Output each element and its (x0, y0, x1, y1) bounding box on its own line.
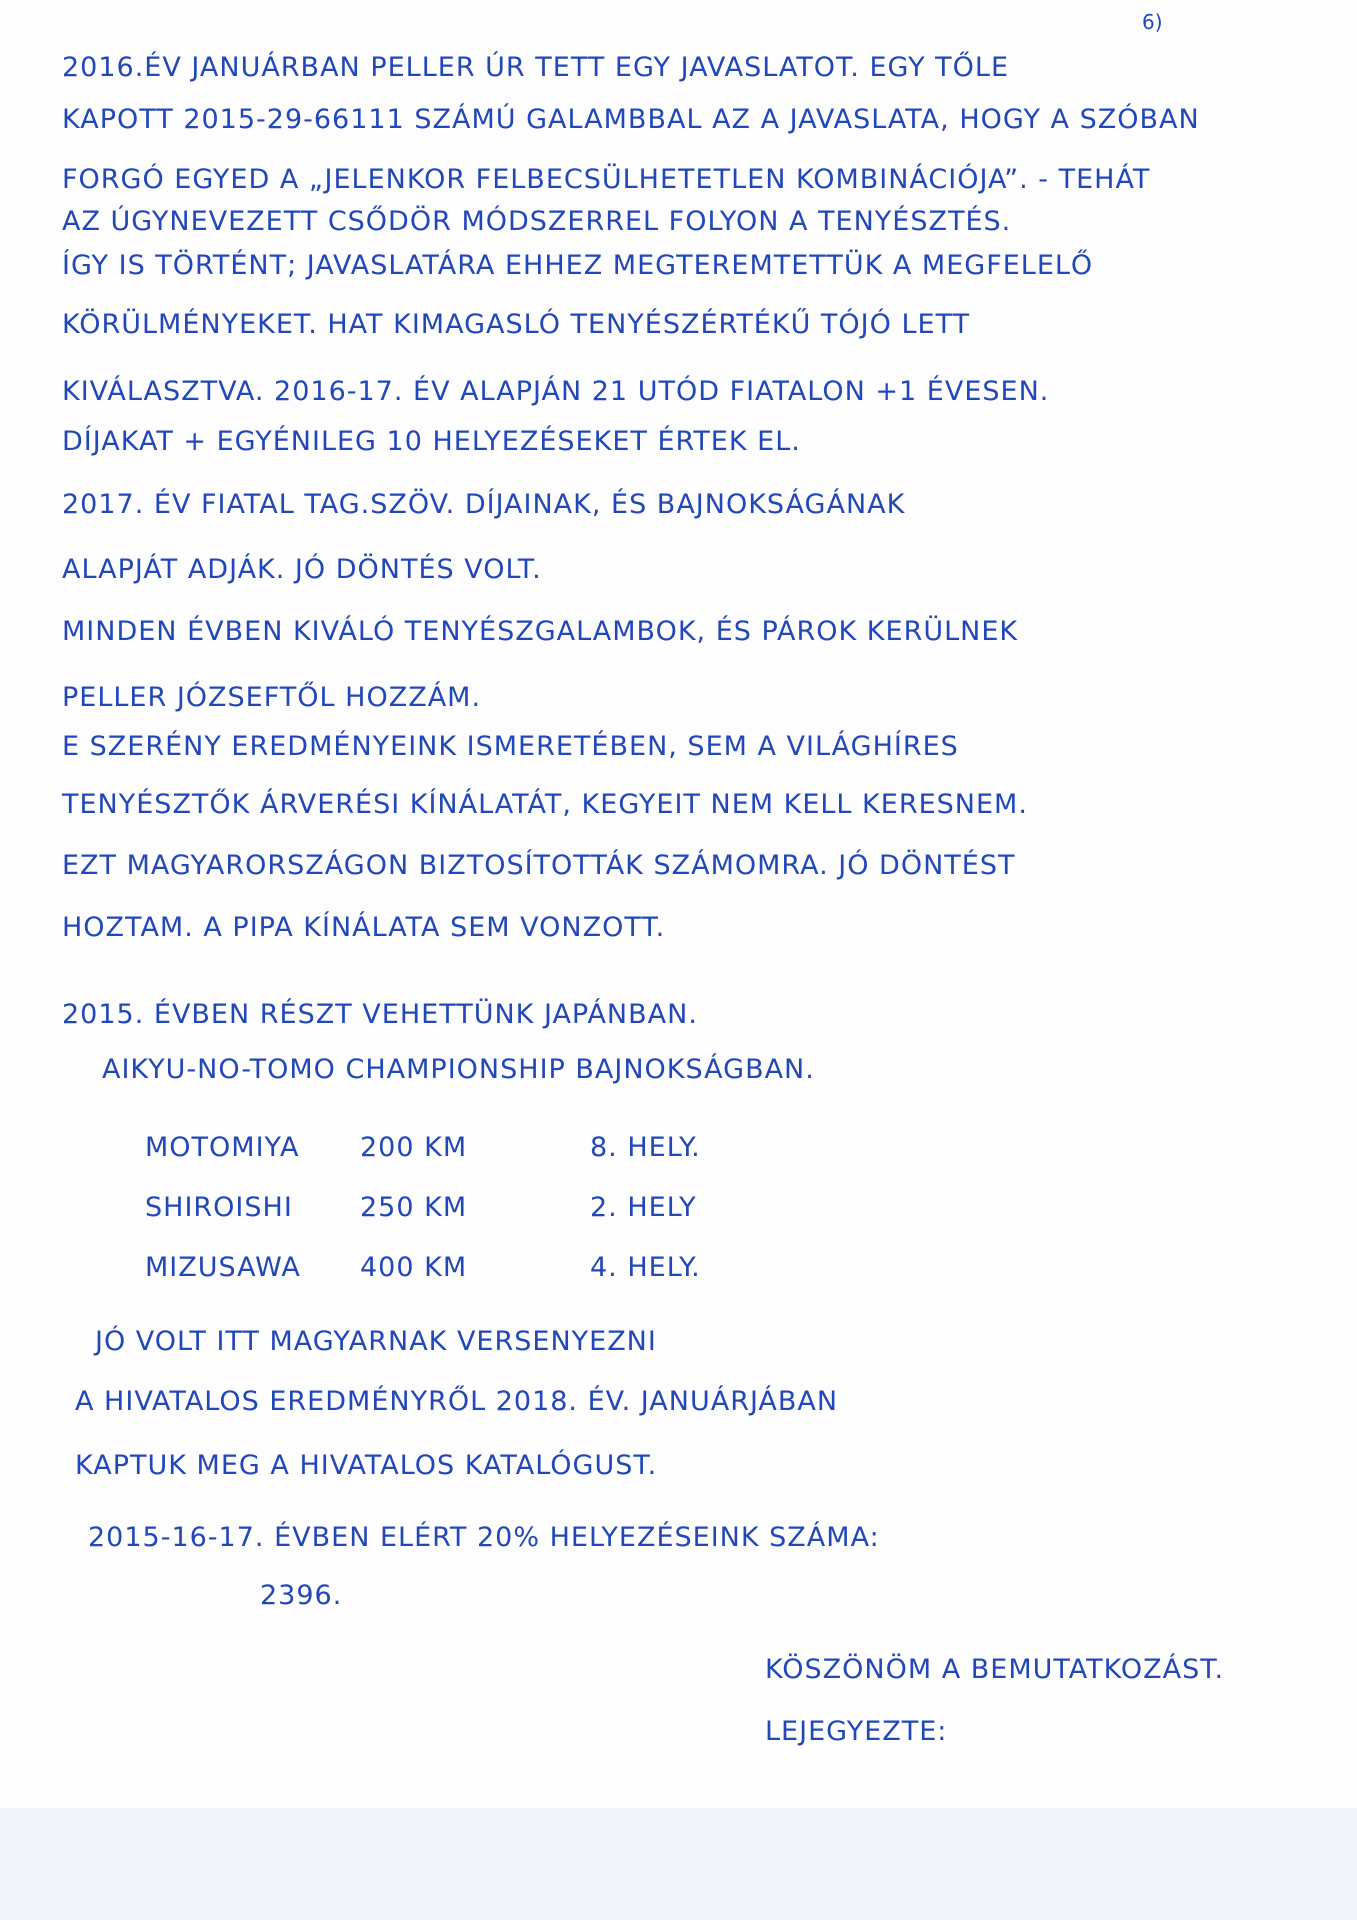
result-place: MOTOMIYA (145, 1132, 300, 1163)
result-place: SHIROISHI (145, 1192, 293, 1223)
text-line: KIVÁLASZTVA. 2016-17. ÉV ALAPJÁN 21 UTÓD FIATALON +1 ÉVESEN. (62, 376, 1050, 407)
result-distance: 400 KM (360, 1252, 468, 1283)
text-line: 2015-16-17. ÉVBEN ELÉRT 20% HELYEZÉSEINK SZÁMA: (88, 1522, 880, 1553)
page-bottom-shade (0, 1808, 1357, 1920)
text-line: AZ ÚGYNEVEZETT CSŐDÖR MÓDSZERREL FOLYON A TENYÉSZTÉS. (62, 206, 1012, 237)
text-line: TENYÉSZTŐK ÁRVERÉSI KÍNÁLATÁT, KEGYEIT NEM KELL KERESNEM. (62, 789, 1028, 820)
text-line: KÖRÜLMÉNYEKET. HAT KIMAGASLÓ TENYÉSZÉRTÉKŰ TÓJÓ LETT (62, 309, 971, 340)
closing-thanks: KÖSZÖNÖM A BEMUTATKOZÁST. (765, 1654, 1225, 1685)
text-line: 2017. ÉV FIATAL TAG.SZÖV. DÍJAINAK, ÉS BAJNOKSÁGÁNAK (62, 489, 906, 520)
page-number-mark: 6) (1142, 10, 1163, 34)
text-line: HOZTAM. A PIPA KÍNÁLATA SEM VONZOTT. (62, 912, 666, 943)
result-place: MIZUSAWA (145, 1252, 301, 1283)
result-rank: 4. HELY. (590, 1252, 701, 1283)
text-line: JÓ VOLT ITT MAGYARNAK VERSENYEZNI (95, 1326, 657, 1357)
text-line: 2016.ÉV JANUÁRBAN PELLER ÚR TETT EGY JAVASLATOT. EGY TŐLE (62, 52, 1009, 83)
text-line: 2015. ÉVBEN RÉSZT VEHETTÜNK JAPÁNBAN. (62, 999, 698, 1030)
closing-signed-by: LEJEGYEZTE: (765, 1716, 948, 1747)
text-line: PELLER JÓZSEFTŐL HOZZÁM. (62, 682, 482, 713)
text-line: MINDEN ÉVBEN KIVÁLÓ TENYÉSZGALAMBOK, ÉS PÁROK KERÜLNEK (62, 616, 1019, 647)
text-line: E SZERÉNY EREDMÉNYEINK ISMERETÉBEN, SEM A VILÁGHÍRES (62, 731, 959, 762)
text-line: EZT MAGYARORSZÁGON BIZTOSÍTOTTÁK SZÁMOMRA. JÓ DÖNTÉST (62, 850, 1016, 881)
result-rank: 8. HELY. (590, 1132, 701, 1163)
text-line: AIKYU-NO-TOMO CHAMPIONSHIP BAJNOKSÁGBAN. (102, 1054, 815, 1085)
text-line: A HIVATALOS EREDMÉNYRŐL 2018. ÉV. JANUÁRJÁBAN (75, 1386, 839, 1417)
result-rank: 2. HELY (590, 1192, 697, 1223)
text-line: ÍGY IS TÖRTÉNT; JAVASLATÁRA EHHEZ MEGTEREMTETTÜK A MEGFELELŐ (62, 250, 1094, 281)
text-line: KAPTUK MEG A HIVATALOS KATALÓGUST. (75, 1450, 658, 1481)
text-line: KAPOTT 2015-29-66111 SZÁMÚ GALAMBBAL AZ A JAVASLATA, HOGY A SZÓBAN (62, 104, 1200, 135)
text-line: DÍJAKAT + EGYÉNILEG 10 HELYEZÉSEKET ÉRTEK EL. (62, 426, 801, 457)
text-line: 2396. (260, 1580, 343, 1611)
text-line: FORGÓ EGYED A „JELENKOR FELBECSÜLHETETLEN KOMBINÁCIÓJA”. - TEHÁT (62, 164, 1151, 195)
result-distance: 200 KM (360, 1132, 468, 1163)
result-distance: 250 KM (360, 1192, 468, 1223)
text-line: ALAPJÁT ADJÁK. JÓ DÖNTÉS VOLT. (62, 554, 542, 585)
